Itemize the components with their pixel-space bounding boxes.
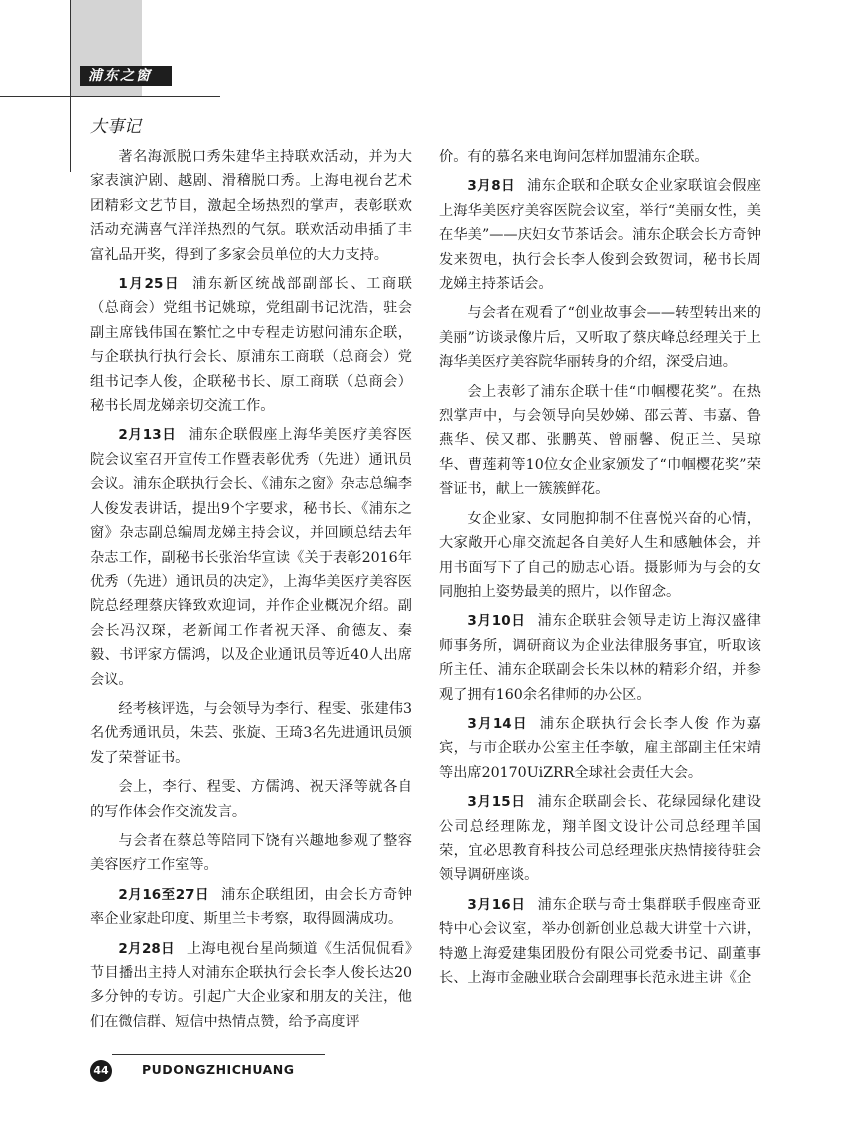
paragraph [90,697,412,770]
entry-date: 1月25日 [118,276,181,293]
paragraph [90,883,412,932]
entry-date: 3月14日 [467,715,528,732]
entry-text: 与会者在蔡总等陪同下饶有兴趣地参观了整容美容医疗工作室等。 [90,832,412,874]
paragraph [90,775,412,824]
entry-text: 浦东企联与奇士集群联手假座奇亚特中心会议室，举办创新创业总裁大讲堂十六讲，特邀上海爱建集团股份有限公司党委书记、副董事长、上海市金融业联合会副理事长范永进主讲《企 [439,896,761,986]
left-column [90,145,412,1039]
entry-date: 3月16日 [467,896,526,913]
entry-date: 2月16至27日 [118,886,210,903]
entry-text: 浦东企联驻会领导走访上海汉盛律师事务所，调研商议为企业法律服务事宜，听取该所主任、浦东企联副会长朱以林的精彩介绍，并参观了拥有160余名律师的办公区。 [439,613,761,703]
paragraph [90,829,412,878]
entry-text: 上海电视台星尚频道《生活侃侃看》节目播出主持人对浦东企联执行会长李人俊长达20多分钟的专访。引起广大企业家和朋友的关注，他们在微信群、短信中热情点赞，给予高度评 [90,940,412,1030]
right-column [439,145,761,995]
paragraph [439,380,761,502]
paragraph [90,423,412,691]
header-vertical-rule [70,0,71,172]
footer-magazine-name: PUDONGZHICHUANG [142,1062,295,1077]
paragraph [439,893,761,991]
paragraph [439,301,761,374]
entry-text: 浦东企联执行会长李人俊 作为嘉宾，与市企联办公室主任李敏，雇主部副主任宋靖等出席20170UiZRR全球社会责任大会。 [439,715,761,781]
footer-rule [112,1054,325,1055]
entry-text: 浦东企联副会长、花绿园绿化建设公司总经理陈龙，翔羊图文设计公司总经理羊国荣，宜必思教育科技公司总经理张庆热情接待驻会领导调研座谈。 [439,794,761,884]
entry-text: 浦东新区统战部副部长、工商联（总商会）党组书记姚琼，党组副书记沈浩，驻会副主席钱伟国在繁忙之中专程走访慰问浦东企联，与企联执行执行会长、原浦东工商联（总商会）党组书记李人俊，企联秘书长、原工商联（总商会）秘书长周龙娣亲切交流工作。 [90,276,412,415]
entry-text: 浦东企联组团，由会长方奇钟率企业家赴印度、斯里兰卡考察，取得圆满成功。 [90,886,412,928]
entry-text: 浦东企联和企联女企业家联谊会假座上海华美医疗美容医院会议室，举行“美丽女性，美在华美”——庆妇女节茶话会。浦东企联会长方奇钟发来贺电，执行会长李人俊到会致贺词，秘书长周龙娣主持茶话会。 [439,178,761,293]
paragraph [439,609,761,707]
entry-date: 3月10日 [467,613,526,630]
paragraph [439,174,761,296]
section-title: 大事记 [90,117,141,137]
paragraph [90,937,412,1035]
entry-text: 价。有的慕名来电询问怎样加盟浦东企联。 [439,149,709,165]
entry-date: 2月13日 [118,427,177,444]
paragraph [439,712,761,785]
magazine-brand-tag: 浦东之窗 [80,66,172,86]
entry-text: 会上表彰了浦东企联十佳“巾帼樱花奖”。在热烈掌声中，与会领导向吴妙娣、邵云菁、韦嘉、鲁燕华、侯又郡、张鹏英、曾丽馨、倪正兰、吴琼华、曹莲莉等10位女企业家颁发了“巾帼樱花奖”荣誉证书，献上一簇簇鲜花。 [439,383,761,498]
entry-text: 女企业家、女同胞抑制不住喜悦兴奋的心情，大家敞开心扉交流起各自美好人生和感触体会，并用书面写下了自己的励志心语。摄影师为与会的女同胞拍上姿势最美的照片，以作留念。 [439,510,761,600]
entry-text: 著名海派脱口秀朱建华主持联欢活动，并为大家表演沪剧、越剧、滑稽脱口秀。上海电视台艺术团精彩文艺节目，激起全场热烈的掌声，表彰联欢活动充满喜气洋洋热烈的气氛。联欢活动串插了丰富礼品开奖，得到了多家会员单位的大力支持。 [90,149,412,263]
paragraph [90,145,412,267]
header-horizontal-rule [0,96,220,97]
entry-date: 2月28日 [118,940,175,957]
paragraph [439,790,761,888]
paragraph [439,507,761,605]
page-number: 44 [90,1060,112,1082]
entry-date: 3月8日 [467,178,516,195]
paragraph-continuation [439,145,761,169]
entry-date: 3月15日 [467,794,526,811]
entry-text: 经考核评选，与会领导为李行、程雯、张建伟3名优秀通讯员，朱芸、张旋、王琦3名先进通讯员颁发了荣誉证书。 [90,700,412,766]
entry-text: 会上，李行、程雯、方儒鸿、祝天泽等就各自的写作体会作交流发言。 [90,779,412,820]
entry-text: 浦东企联假座上海华美医疗美容医院会议室召开宣传工作暨表彰优秀（先进）通讯员会议。浦东企联执行会长、《浦东之窗》杂志总编李人俊发表讲话，提出9个字要求，秘书长、《浦东之窗》杂志副总编周龙娣主持会议，并回顾总结去年杂志工作，副秘书长张治华宣读《关于表彰2016年优秀（先进）通讯员的决定》，上海华美医疗美容医院总经理蔡庆锋致欢迎词，并作企业概况介绍。副会长冯汉琛，老新闻工作者祝天泽、俞德友、秦毅、书评家方儒鸿，以及企业通讯员等近40人出席会议。 [90,427,412,688]
entry-text: 与会者在观看了“创业故事会——转型转出来的美丽”访谈录像片后，又听取了蔡庆峰总经理关于上海华美医疗美容院华丽转身的介绍，深受启迪。 [439,305,761,371]
paragraph [90,272,412,418]
